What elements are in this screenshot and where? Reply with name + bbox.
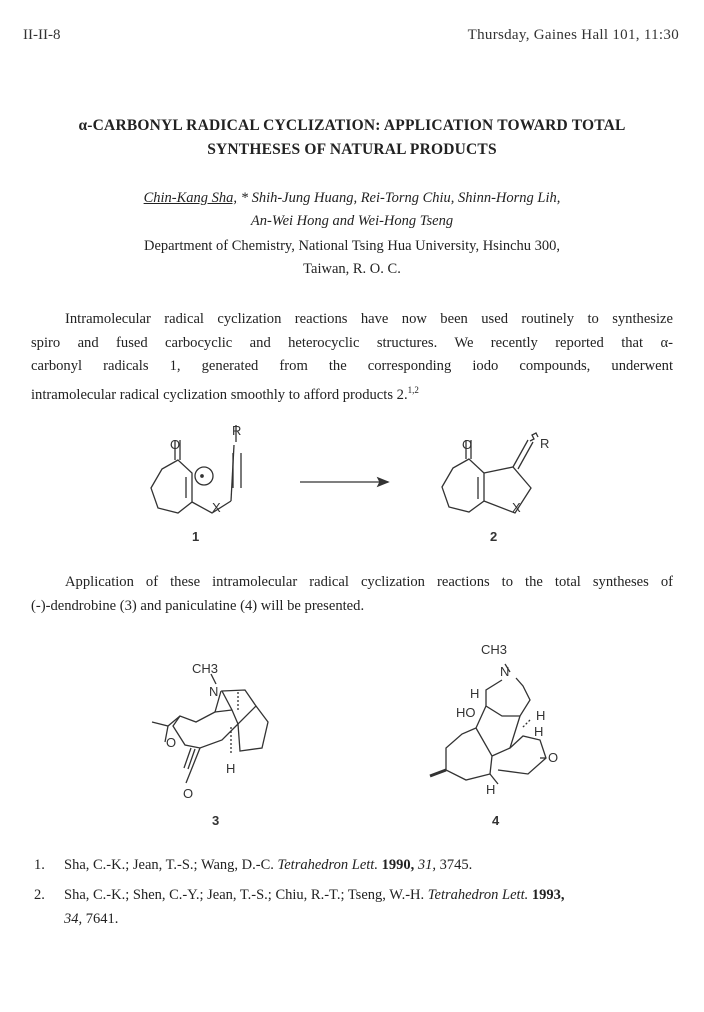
carbonyl-oxygen-label: O [170, 437, 181, 452]
compound-2-label: 2 [490, 529, 498, 544]
hydrogen-label: H [486, 782, 496, 797]
compound-4-label: 4 [492, 813, 500, 828]
nitrogen-label: N [209, 684, 219, 699]
co-authors: * Shih-Jung Huang, Rei-Torng Chiu, Shinn-Horng Lih, [237, 190, 561, 206]
oxygen-label: O [166, 735, 177, 750]
session-info: Thursday, Gaines Hall 101, 11:30 [467, 27, 679, 43]
natural-products-structures [0, 630, 704, 830]
paper-title-line2: SYNTHESES OF NATURAL PRODUCTS [207, 141, 497, 158]
hydrogen-label: H [226, 761, 236, 776]
hydroxyl-label: HO [456, 705, 476, 720]
abstract-line: Intramolecular radical cyclization reactions have now been used routinely to synthesize [65, 311, 673, 327]
heteroatom-label: X [212, 500, 221, 515]
presenting-author: Chin-Kang Sha, [143, 190, 238, 206]
oxygen-label: O [183, 786, 194, 801]
abstract-paragraph-1 [31, 308, 673, 407]
reference-superscript: 1,2 [407, 384, 419, 395]
compound-1-label: 1 [192, 529, 200, 544]
hydrogen-label: H [536, 708, 546, 723]
reaction-scheme [0, 415, 704, 550]
reference-1: 1. Sha, C.-K.; Jean, T.-S.; Wang, D.-C. Tetrahedron Lett. 1990, 31, 3745. [34, 857, 473, 873]
reference-2: 2. Sha, C.-K.; Shen, C.-Y.; Jean, T.-S.; Chiu, R.-T.; Tseng, W.-H. Tetrahedron Lett. 1993, 34, 7641. [34, 887, 565, 927]
paper-title-line1: α-CARBONYL RADICAL CYCLIZATION: APPLICATION TOWARD TOTAL [78, 117, 626, 134]
abstract-line: carbonyl radicals 1, generated from the corresponding iodo compounds, underwent [31, 358, 673, 374]
abstract-line: (-)-dendrobine (3) and paniculatine (4) will be presented. [31, 597, 365, 614]
substituent-label: R [232, 423, 242, 438]
nitrogen-label: N [500, 664, 510, 679]
abstract-line: spiro and fused carbocyclic and heterocyclic structures. We recently reported that α- [31, 334, 673, 351]
ketone-oxygen-label: O [548, 750, 559, 765]
authors-line2: An-Wei Hong and Wei-Hong Tseng [250, 213, 454, 229]
hydrogen-label: H [534, 724, 544, 739]
abstract-line: Application of these intramolecular radical cyclization reactions to the total syntheses of [65, 574, 673, 590]
methyl-label: CH3 [481, 642, 508, 657]
heteroatom-label: X [512, 500, 521, 515]
methyl-label: CH3 [192, 661, 219, 676]
abstract-paragraph-2 [31, 571, 673, 618]
authors-line1 [0, 190, 704, 207]
affiliation-line2: Taiwan, R. O. C. [303, 261, 401, 277]
substituent-label: R [540, 436, 550, 451]
compound-3-label: 3 [212, 813, 220, 828]
carbonyl-oxygen-label: O [462, 437, 473, 452]
affiliation-line1: Department of Chemistry, National Tsing Hua University, Hsinchu 300, [143, 238, 561, 254]
hydrogen-label: H [470, 686, 480, 701]
abstract-line: intramolecular radical cyclization smoothly to afford products 2.$^{1,2}$ [31, 384, 419, 403]
page-code: II-II-8 [23, 27, 61, 43]
